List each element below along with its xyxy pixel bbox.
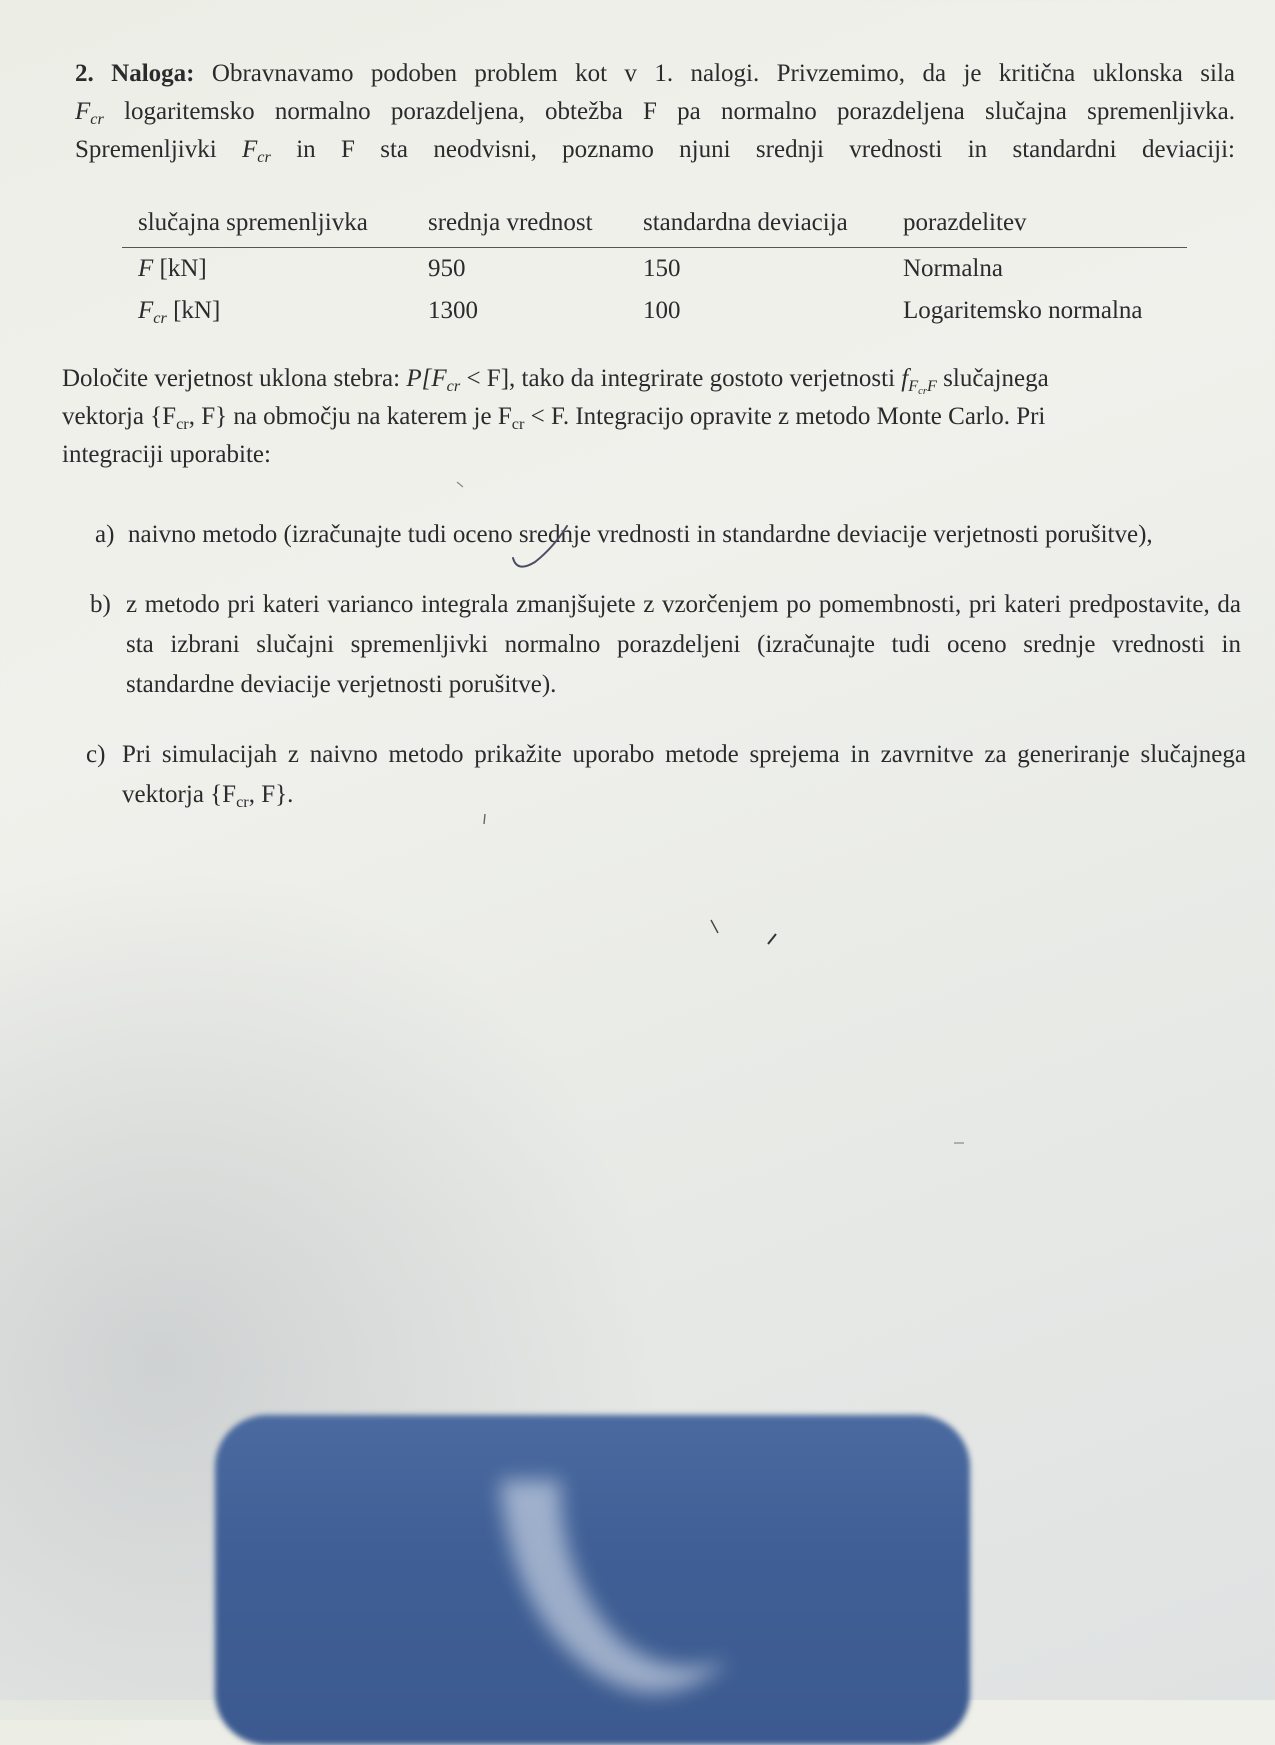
cell-std: 100 <box>643 297 681 324</box>
table-header-row <box>122 205 1187 248</box>
task-label: 2. Naloga: <box>75 60 195 87</box>
pencil-mark <box>480 812 490 828</box>
header-distribution: porazdelitev <box>903 205 1187 248</box>
fcr-symbol: $F_{cr}$ <box>242 136 271 166</box>
cell-mean: 950 <box>428 255 466 282</box>
question-text: integraciji uporabite: <box>62 441 271 468</box>
cell-distribution: Normalna <box>903 255 1003 282</box>
variables-table <box>122 205 1187 332</box>
intro-line-3-prefix: Spremenljivki <box>75 136 243 163</box>
cell-variable: F [kN] <box>138 255 207 282</box>
item-marker: c) <box>86 741 106 768</box>
question-text: Določite verjetnost uklona stebra: <box>62 365 407 392</box>
item-text: z metodo pri kateri varianco integrala zmanjšujete z vzorčenjem po pomembnosti, pri kateri predpostavite, da sta izbrani slučajni spremenljivki normalno porazdeljeni (izračunajte tudi oceno srednje vrednosti in standardne deviacije verjetnosti porušitve). <box>126 591 1241 698</box>
question-text: vektorja {F <box>62 403 177 430</box>
pencil-mark <box>708 918 722 936</box>
card-highlight-shape <box>470 1440 770 1740</box>
question-paragraph: Določite verjetnost uklona stebra: $P[F_{cr} < F]$, tako da integrirate gostoto verjetnosti $f_{F_{cr}F}$ slučajnega vektorja {$F_{cr}$, F} na območju na katerem je $F_{cr} < F$. Integracijo opravite z metodo Monte Carlo. Pri integraciji uporabite: <box>62 365 1049 468</box>
intro-paragraph <box>75 55 1235 169</box>
table-row <box>122 248 1187 291</box>
cell-mean: 1300 <box>428 297 478 324</box>
cell-distribution: Logaritemsko normalna <box>903 297 1143 324</box>
intro-line-3: in F sta neodvisni, poznamo njuni srednji vrednosti in standardni deviaciji: <box>270 136 1235 163</box>
cell-std: 150 <box>643 255 681 282</box>
question-text: < F. Integracijo opravite z metodo Monte Carlo. Pri <box>524 403 1046 430</box>
pencil-mark <box>455 480 467 492</box>
density-symbol: $f_{F_{cr}F}$ <box>901 365 937 398</box>
pencil-mark <box>765 932 779 946</box>
item-marker: b) <box>90 591 111 618</box>
pencil-mark <box>952 1140 966 1146</box>
cell-variable: $F_{cr}$ [kN] <box>138 297 221 327</box>
header-mean: srednja vrednost <box>428 205 643 248</box>
header-variable: slučajna spremenljivka <box>122 205 428 248</box>
table-row <box>122 290 1187 332</box>
pencil-check-mark <box>505 518 575 568</box>
intro-line-2: logaritemsko normalno porazdeljena, obtežba F pa normalno porazdeljena slučajna spremenljivka. <box>103 98 1235 125</box>
item-marker: a) <box>95 521 115 548</box>
question-text: , F} na območju na katerem je F <box>188 403 512 430</box>
item-text: naivno metodo (izračunajte tudi oceno srednje vrednosti in standardne deviacije verjetnosti porušitve), <box>128 521 1153 548</box>
header-std: standardna deviacija <box>643 205 903 248</box>
item-text: Pri simulacijah z naivno metodo prikažite uporabo metode sprejema in zavrnitve za generiranje slučajnega vektorja {$F_{cr}$, F}. <box>122 741 1246 811</box>
probability-expression: $P[F_{cr}$ <box>406 365 461 395</box>
question-text: < F], tako da integrirate gostoto verjetnosti <box>460 365 902 392</box>
intro-line-1: Obravnavamo podoben problem kot v 1. nalogi. Privzemimo, da je kritična uklonska sila <box>211 60 1236 87</box>
fcr-symbol: $F_{cr}$ <box>75 98 104 128</box>
question-text: slučajnega <box>936 365 1049 392</box>
